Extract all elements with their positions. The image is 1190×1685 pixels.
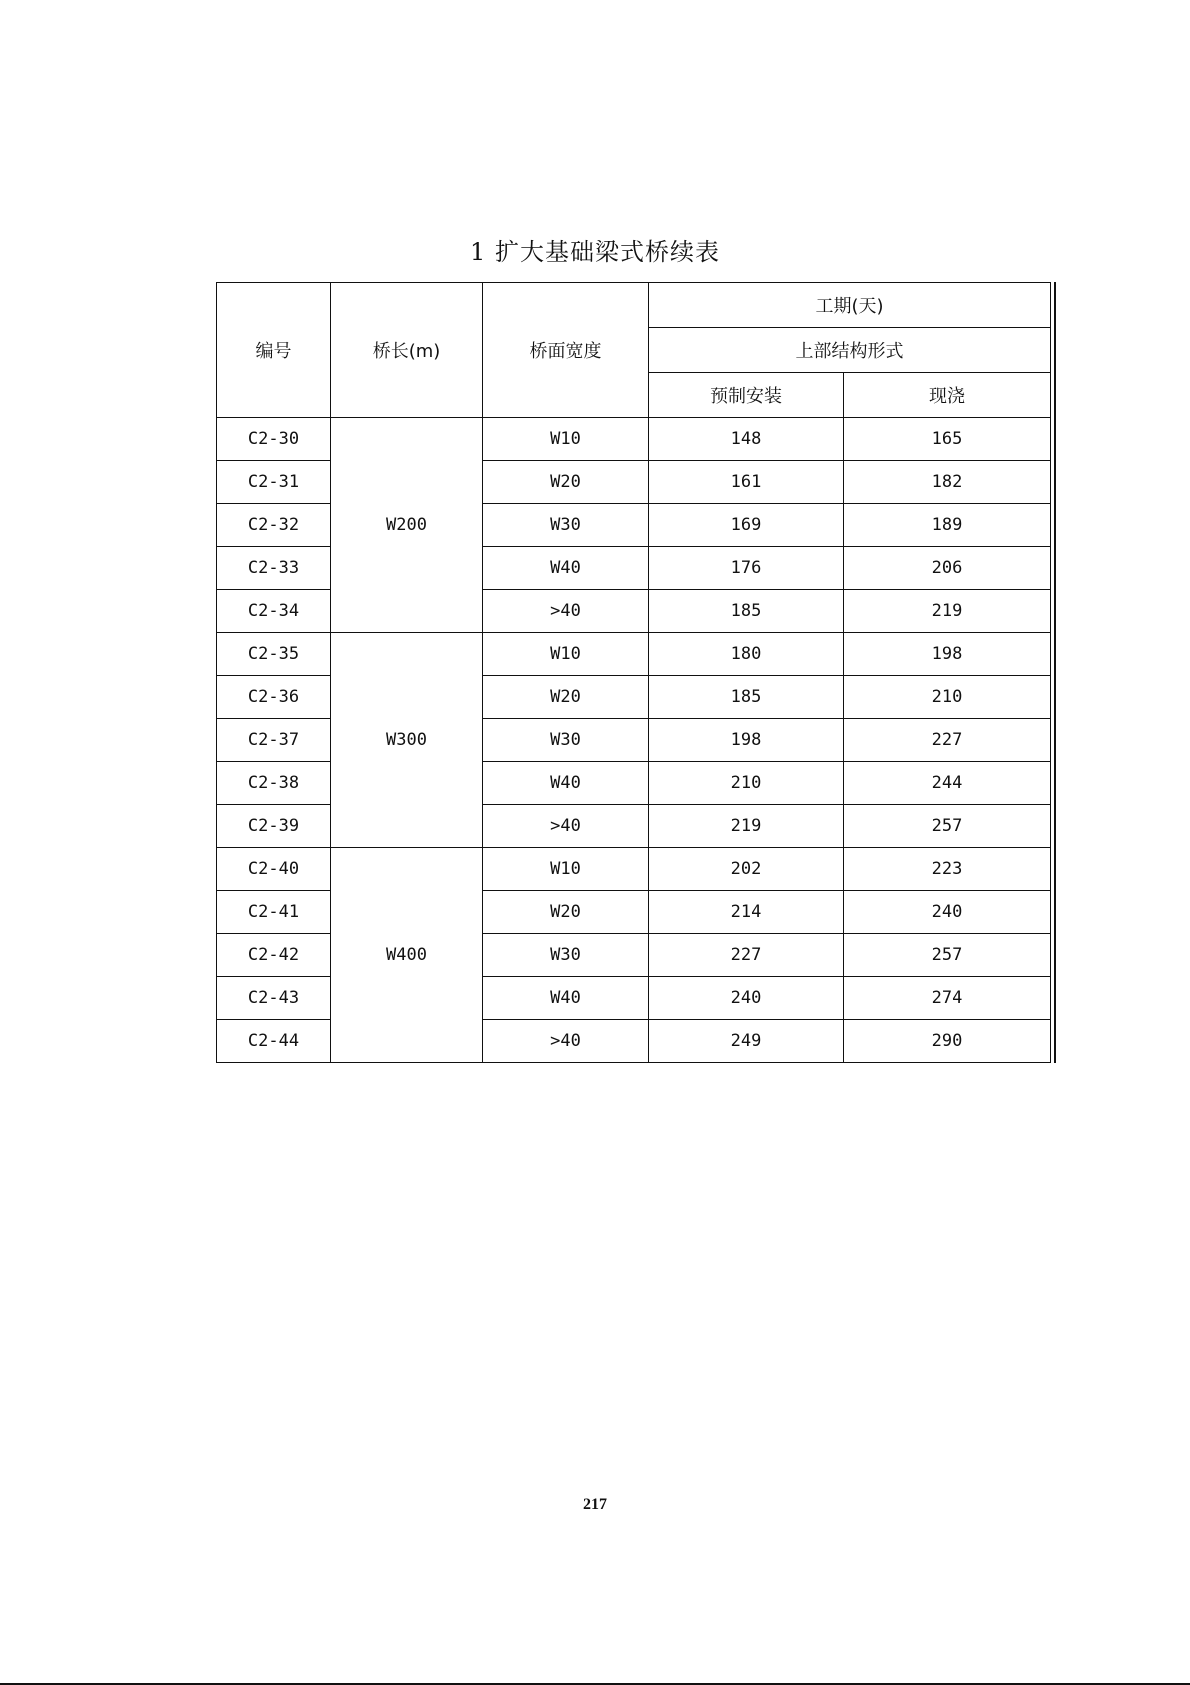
- header-precast: 预制安装: [649, 373, 844, 418]
- cell-deck-width: W10: [483, 633, 649, 676]
- cell-code: C2-37: [217, 719, 331, 762]
- cell-code: C2-35: [217, 633, 331, 676]
- table-body: [217, 418, 1051, 1063]
- cell-code: C2-30: [217, 418, 331, 461]
- cell-code: C2-44: [217, 1020, 331, 1063]
- duration-table: [216, 282, 1051, 1063]
- cell-bridge-length: W400: [331, 848, 483, 1063]
- cell-precast: 161: [649, 461, 844, 504]
- cell-code: C2-31: [217, 461, 331, 504]
- cell-precast: 198: [649, 719, 844, 762]
- header-deck-width: 桥面宽度: [483, 283, 649, 418]
- cell-precast: 180: [649, 633, 844, 676]
- cell-code: C2-34: [217, 590, 331, 633]
- cell-precast: 214: [649, 891, 844, 934]
- header-duration: 工期(天): [649, 283, 1051, 328]
- header-cast-in-place: 现浇: [844, 373, 1051, 418]
- cell-precast: 185: [649, 590, 844, 633]
- cell-deck-width: W30: [483, 719, 649, 762]
- cell-deck-width: >40: [483, 1020, 649, 1063]
- cell-cast-in-place: 240: [844, 891, 1051, 934]
- cell-deck-width: W30: [483, 934, 649, 977]
- cell-precast: 176: [649, 547, 844, 590]
- cell-code: C2-32: [217, 504, 331, 547]
- cell-code: C2-41: [217, 891, 331, 934]
- cell-cast-in-place: 274: [844, 977, 1051, 1020]
- cell-cast-in-place: 206: [844, 547, 1051, 590]
- header-code: 编号: [217, 283, 331, 418]
- cell-precast: 219: [649, 805, 844, 848]
- cell-precast: 148: [649, 418, 844, 461]
- cell-deck-width: >40: [483, 805, 649, 848]
- header-superstructure: 上部结构形式: [649, 328, 1051, 373]
- page-number: 217: [583, 1496, 607, 1513]
- cell-deck-width: W10: [483, 418, 649, 461]
- cell-bridge-length: W200: [331, 418, 483, 633]
- cell-cast-in-place: 189: [844, 504, 1051, 547]
- cell-deck-width: W30: [483, 504, 649, 547]
- cell-deck-width: W40: [483, 547, 649, 590]
- cell-precast: 185: [649, 676, 844, 719]
- page-title: 1 扩大基础梁式桥续表: [470, 238, 720, 266]
- cell-precast: 210: [649, 762, 844, 805]
- cell-cast-in-place: 165: [844, 418, 1051, 461]
- table-row: [217, 633, 1051, 676]
- cell-code: C2-36: [217, 676, 331, 719]
- cell-cast-in-place: 219: [844, 590, 1051, 633]
- cell-code: C2-42: [217, 934, 331, 977]
- cell-precast: 240: [649, 977, 844, 1020]
- cell-code: C2-38: [217, 762, 331, 805]
- cell-cast-in-place: 210: [844, 676, 1051, 719]
- cell-deck-width: W20: [483, 891, 649, 934]
- cell-cast-in-place: 182: [844, 461, 1051, 504]
- cell-cast-in-place: 290: [844, 1020, 1051, 1063]
- cell-cast-in-place: 227: [844, 719, 1051, 762]
- table-container: [216, 282, 1056, 1063]
- cell-cast-in-place: 198: [844, 633, 1051, 676]
- cell-code: C2-40: [217, 848, 331, 891]
- cell-bridge-length: W300: [331, 633, 483, 848]
- cell-precast: 202: [649, 848, 844, 891]
- table-row: [217, 418, 1051, 461]
- cell-code: C2-33: [217, 547, 331, 590]
- cell-deck-width: >40: [483, 590, 649, 633]
- cell-deck-width: W20: [483, 461, 649, 504]
- table-row: [217, 848, 1051, 891]
- cell-code: C2-43: [217, 977, 331, 1020]
- cell-cast-in-place: 257: [844, 805, 1051, 848]
- cell-deck-width: W40: [483, 977, 649, 1020]
- cell-cast-in-place: 257: [844, 934, 1051, 977]
- cell-code: C2-39: [217, 805, 331, 848]
- cell-deck-width: W40: [483, 762, 649, 805]
- cell-precast: 227: [649, 934, 844, 977]
- cell-deck-width: W20: [483, 676, 649, 719]
- cell-cast-in-place: 223: [844, 848, 1051, 891]
- header-bridge-length: 桥长(m): [331, 283, 483, 418]
- cell-cast-in-place: 244: [844, 762, 1051, 805]
- cell-precast: 169: [649, 504, 844, 547]
- cell-precast: 249: [649, 1020, 844, 1063]
- cell-deck-width: W10: [483, 848, 649, 891]
